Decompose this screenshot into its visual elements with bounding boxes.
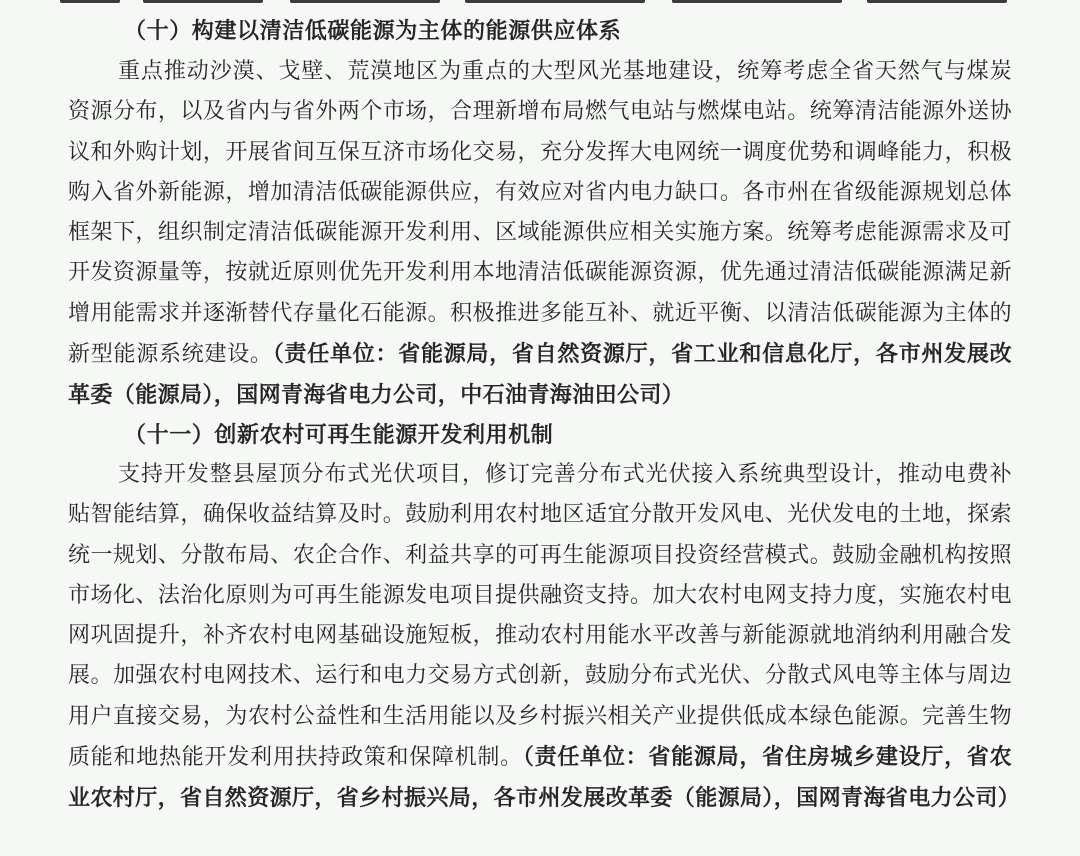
section-10-paragraph — [68, 52, 1012, 417]
section-10-heading: （十）构建以清洁低碳能源为主体的能源供应体系 — [124, 18, 622, 44]
section-11-heading: （十一）创新农村可再生能源开发利用机制 — [124, 422, 554, 448]
cropped-previous-line — [60, 0, 1020, 4]
section-11-paragraph — [68, 455, 1021, 820]
section-11-responsibility: （责任单位：省能源局，省住房城乡建设厅，省农业农村厅，省自然资源厅，省乡村振兴局，各市州发展改革委（能源局），国网青海省电力公司） — [68, 744, 1021, 812]
section-11-body: 支持开发整县屋顶分布式光伏项目，修订完善分布式光伏接入系统典型设计，推动电费补贴智能结算，确保收益结算及时。鼓励利用农村地区适宜分散开发风电、光伏发电的土地，探索统一规划、分散布局、农企合作、利益共享的可再生能源项目投资经营模式。鼓励金融机构按照市场化、法治化原则为可再生能源发电项目提供融资支持。加大农村电网支持力度，实施农村电网巩固提升，补齐农村电网基础设施短板，推动农村用能水平改善与新能源就地消纳利用融合发展。加强农村电网技术、运行和电力交易方式创新，鼓励分布式光伏、分散式风电等主体与周边用户直接交易，为农村公益性和生活用能以及乡村振兴相关产业提供低成本绿色能源。完善生物质能和地热能开发利用扶持政策和保障机制。 — [68, 462, 1012, 771]
section-10-responsibility: （责任单位：省能源局，省自然资源厅，省工业和信息化厅，各市州发展改革委（能源局），国网青海省电力公司，中石油青海油田公司） — [68, 341, 1012, 409]
section-10-body: 重点推动沙漠、戈壁、荒漠地区为重点的大型风光基地建设，统筹考虑全省天然气与煤炭资源分布，以及省内与省外两个市场，合理新增布局燃气电站与燃煤电站。统筹清洁能源外送协议和外购计划，开展省间互保互济市场化交易，充分发挥大电网统一调度优势和调峰能力，积极购入省外新能源，增加清洁低碳能源供应，有效应对省内电力缺口。各市州在省级能源规划总体框架下，组织制定清洁低碳能源开发利用、区域能源供应相关实施方案。统筹考虑能源需求及可开发资源量等，按就近原则优先开发利用本地清洁低碳能源资源，优先通过清洁低碳能源满足新增用能需求并逐渐替代存量化石能源。积极推进多能互补、就近平衡、以清洁低碳能源为主体的新型能源系统建设。 — [68, 59, 1012, 368]
